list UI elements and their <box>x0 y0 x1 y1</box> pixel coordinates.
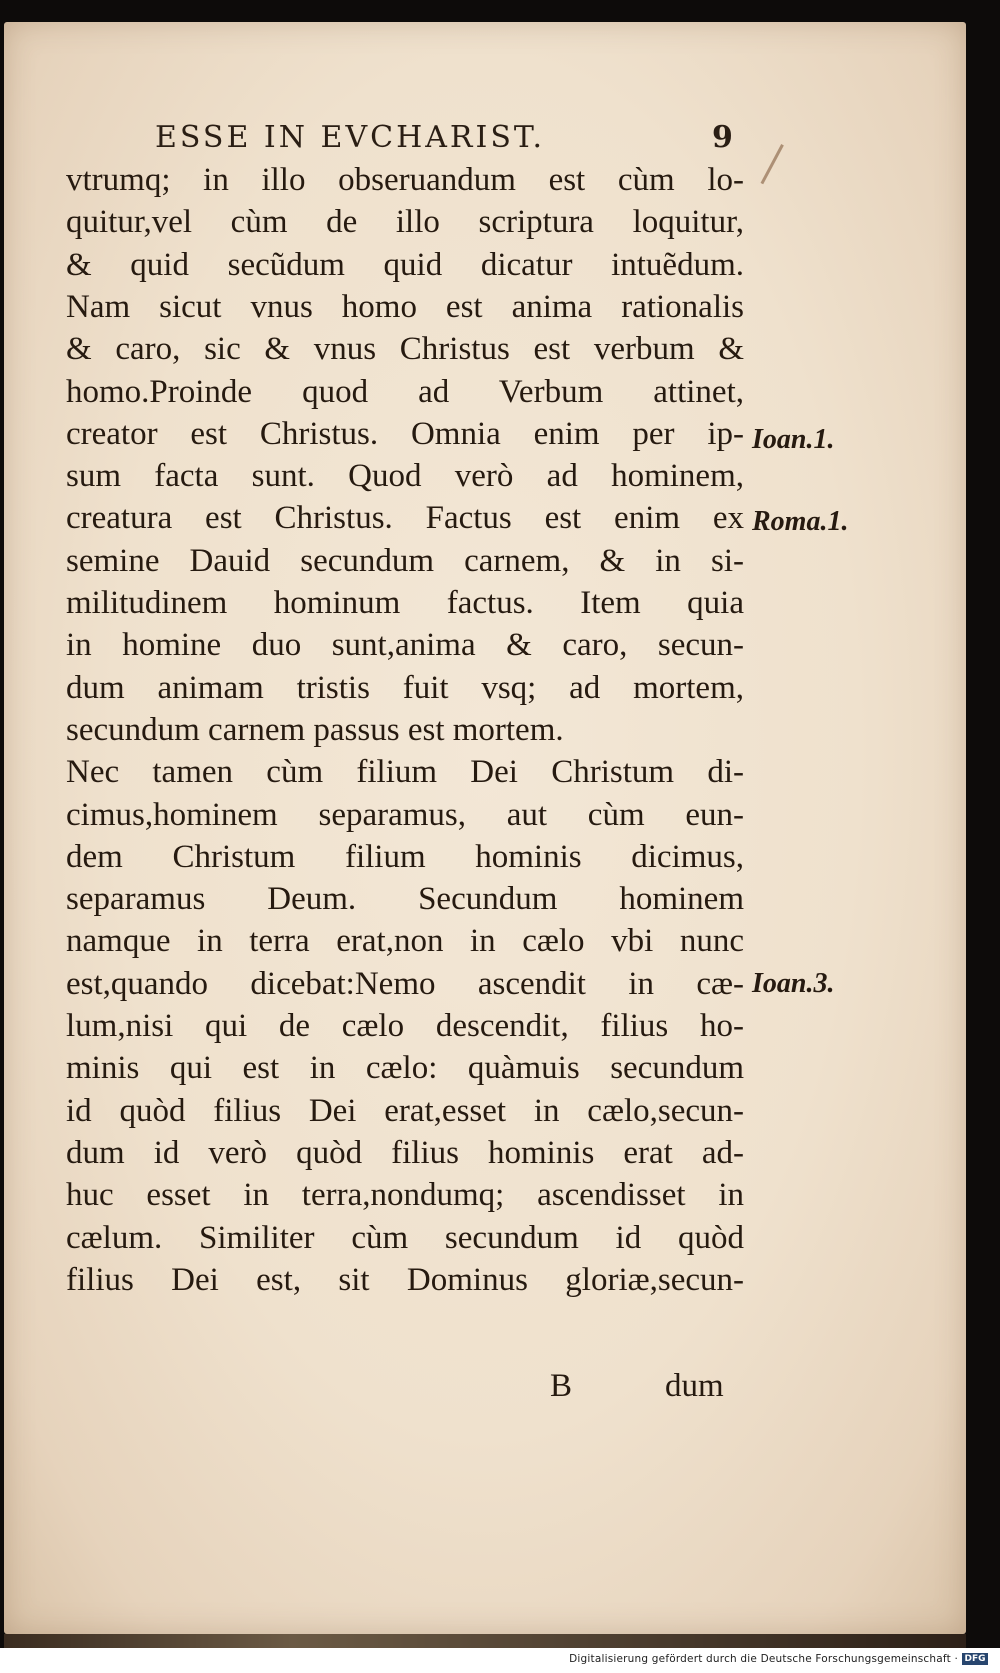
text-line: cælum. Similiter cùm secundum id quòd <box>66 1219 744 1256</box>
text-line: & quid secũdum quid dicatur intuẽdum. <box>66 246 744 283</box>
text-line: in homine duo sunt,anima & caro, secun- <box>66 627 744 664</box>
marginal-note-ioan-1: Ioan.1. <box>752 424 835 455</box>
text-line: minis qui est in cælo: quàmuis secundum <box>66 1050 744 1087</box>
text-line: est,quando dicebat:Nemo ascendit in cæ- <box>66 965 744 1002</box>
text-line: dum id verò quòd filius hominis erat ad- <box>66 1134 744 1171</box>
text-line: militudinem hominum factus. Item quia <box>66 585 744 621</box>
text-line: semine Dauid secundum carnem, & in si- <box>66 542 744 579</box>
text-line: separamus Deum. Secundum hominem <box>66 881 744 918</box>
text-line: creatura est Christus. Factus est enim ex <box>66 500 744 537</box>
text-line: id quòd filius Dei erat,esset in cælo,secun- <box>66 1092 744 1129</box>
signature-mark: B <box>550 1368 573 1404</box>
text-line: vtrumq; in illo obseruandum est cùm lo- <box>66 162 744 198</box>
text-line: filius Dei est, sit Dominus gloriæ,secun- <box>66 1261 744 1298</box>
text-line: homo.Proinde quod ad Verbum attinet, <box>66 373 744 410</box>
page-bottom-edge <box>4 1634 966 1648</box>
text-line: secundum carnem passus est mortem. <box>66 711 564 748</box>
text-line: huc esset in terra,nondumq; ascendisset in <box>66 1177 744 1214</box>
marginal-note-ioan-3: Ioan.3. <box>752 968 835 999</box>
text-line: Nam sicut vnus homo est anima rationalis <box>66 288 744 325</box>
dfg-logo: DFG <box>962 1653 988 1665</box>
text-line: Nec tamen cùm filium Dei Christum di- <box>66 754 744 791</box>
marginal-note-roma-1: Roma.1. <box>752 506 849 537</box>
text-line: dum animam tristis fuit vsq; ad mortem, <box>66 669 744 706</box>
text-line: cimus,hominem separamus, aut cùm eun- <box>66 796 744 833</box>
text-line: & caro, sic & vnus Christus est verbum & <box>66 331 744 368</box>
running-head: ESSE IN EVCHARIST. <box>155 120 546 155</box>
folio-number: 9 <box>712 120 733 155</box>
text-line: dem Christum filium hominis dicimus, <box>66 838 744 875</box>
text-line: sum facta sunt. Quod verò ad hominem, <box>66 458 744 495</box>
footer-credit: Digitalisierung gefördert durch die Deutsche Forschungsgemeinschaft · <box>569 1653 958 1665</box>
text-line: creator est Christus. Omnia enim per ip- <box>66 415 744 452</box>
text-line: namque in terra erat,non in cælo vbi nunc <box>66 923 744 960</box>
text-line: lum,nisi qui de cælo descendit, filius ho- <box>66 1008 744 1044</box>
text-line: quitur,vel cùm de illo scriptura loquitur, <box>66 204 744 241</box>
catchword: dum <box>665 1368 724 1404</box>
